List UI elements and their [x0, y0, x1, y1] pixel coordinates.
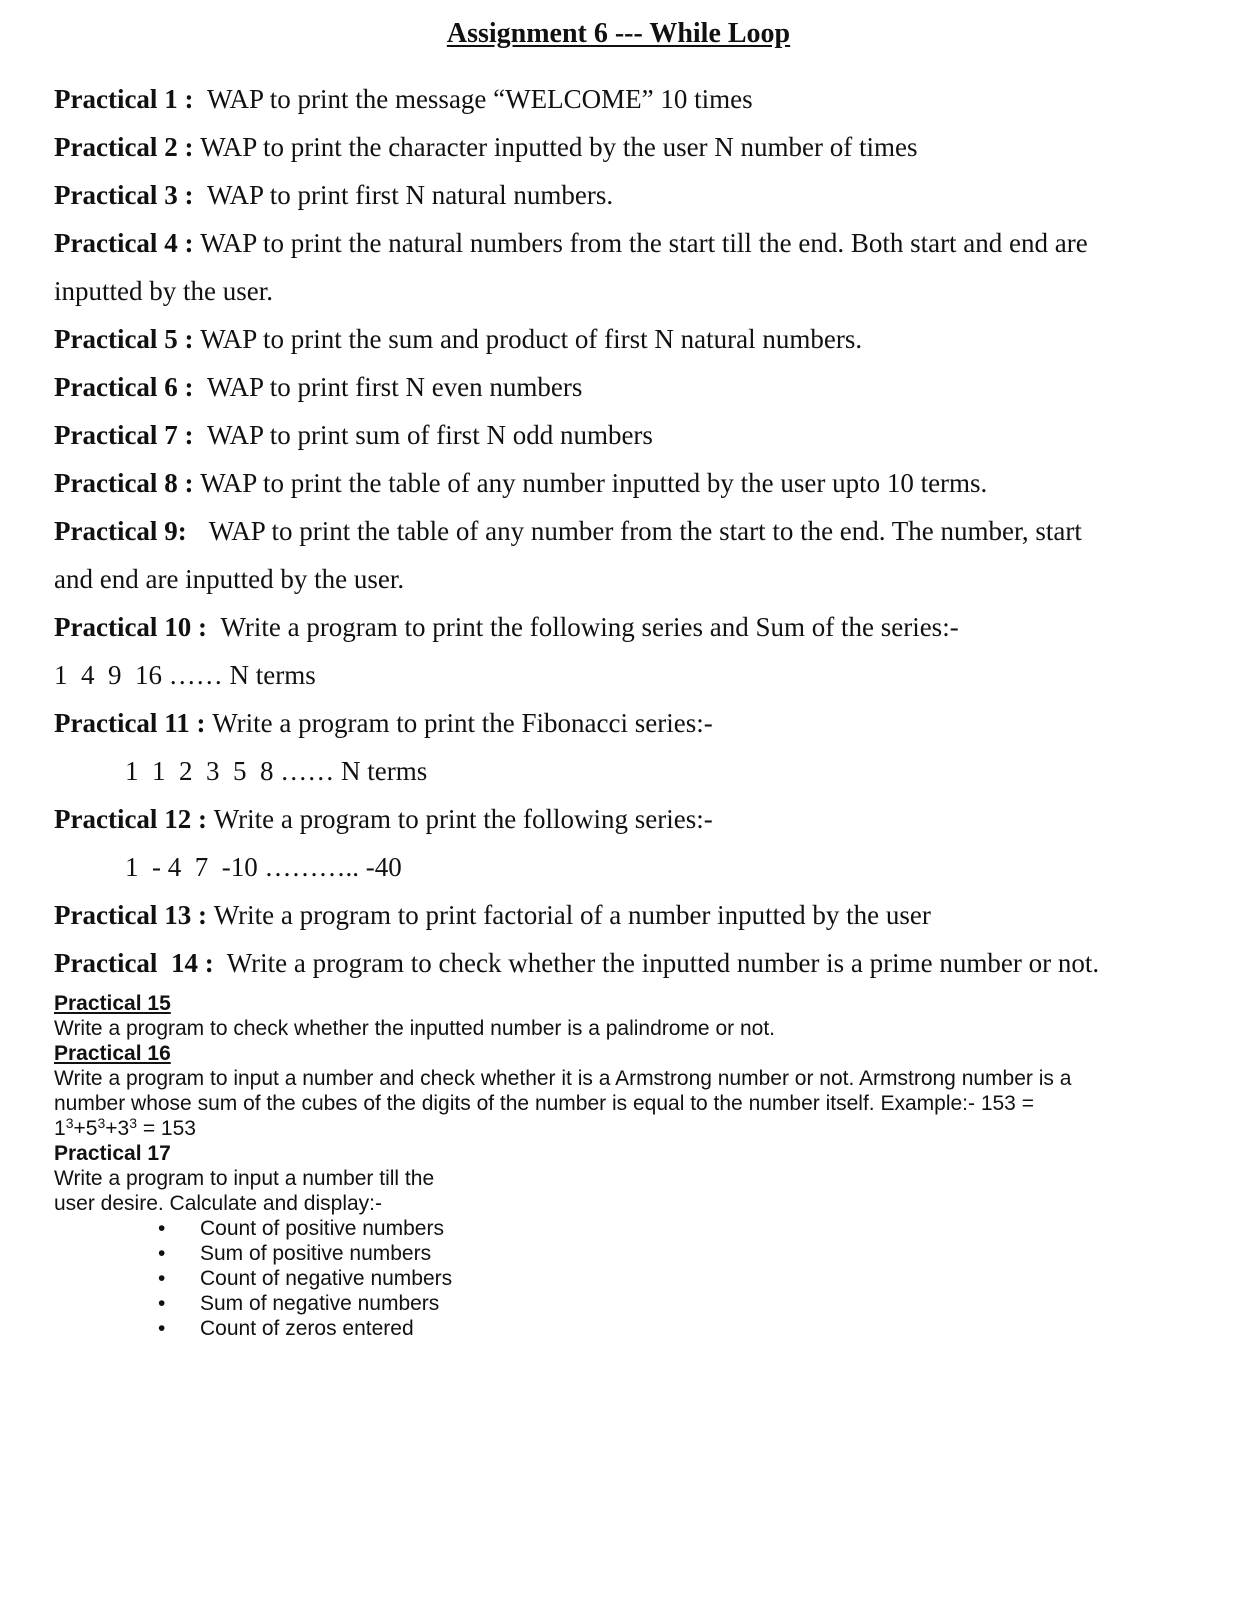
- practical-separator: :: [177, 468, 194, 498]
- practical-label: Practical 7: [54, 420, 178, 450]
- practical-separator: :: [177, 516, 187, 546]
- practical-text: WAP to print the natural numbers from the start till the end. Both start and end are: [200, 228, 1088, 258]
- bullet-icon: •: [158, 1292, 166, 1315]
- practical-17-line-1: Write a program to input a number till the: [54, 1167, 435, 1190]
- list-item: • Count of negative numbers: [158, 1267, 453, 1290]
- practical-text: WAP to print the table of any number inputted by the user upto 10 terms.: [200, 468, 988, 498]
- practical-text: Write a program to check whether the inputted number is a prime number or not.: [226, 948, 1100, 978]
- practical-label: Practical 11: [54, 708, 190, 738]
- practical-15-text: Write a program to check whether the inputted number is a palindrome or not.: [54, 1017, 775, 1040]
- practical-13: [54, 900, 931, 930]
- practical-text: WAP to print the sum and product of first N natural numbers.: [200, 324, 863, 354]
- list-item: • Sum of positive numbers: [158, 1242, 432, 1265]
- practical-text: Write a program to print the Fibonacci series:-: [212, 708, 713, 738]
- practical-text: Write a program to print the following series:-: [213, 804, 713, 834]
- practical-label: Practical 8: [54, 468, 178, 498]
- practical-text: WAP to print first N natural numbers.: [206, 180, 614, 210]
- practical-text: WAP to print the table of any number from the start to the end. The number, start: [208, 516, 1082, 546]
- practical-separator: :: [189, 708, 206, 738]
- practical-separator: :: [191, 804, 207, 834]
- practical-separator: :: [177, 420, 194, 450]
- practical-label: Practical 4: [54, 228, 178, 258]
- practical-9: [54, 516, 1082, 546]
- practical-text: Write a program to print factorial of a number inputted by the user: [213, 900, 931, 930]
- practical-label: Practical 12: [54, 804, 192, 834]
- practical-17-heading: Practical 17: [54, 1142, 171, 1165]
- practical-16-heading: Practical 16: [54, 1042, 171, 1065]
- practical-16-line-1: Write a program to input a number and check whether it is a Armstrong number or not. Armstrong number is a: [54, 1067, 1072, 1090]
- practical-separator: :: [191, 612, 207, 642]
- practical-15-heading: Practical 15: [54, 992, 171, 1015]
- practical-label: Practical 13: [54, 900, 192, 930]
- practical-11-series: 1 1 2 3 5 8 …… N terms: [125, 756, 428, 786]
- practical-2: [54, 132, 918, 162]
- practical-separator: :: [191, 900, 207, 930]
- practical-label: Practical 1: [54, 84, 178, 114]
- bullet-icon: •: [158, 1217, 166, 1240]
- practical-12: [54, 804, 713, 834]
- practical-1: [54, 84, 753, 114]
- practical-16-line-2: number whose sum of the cubes of the digits of the number is equal to the number itself. Example:- 153 =: [54, 1092, 1034, 1115]
- practical-separator: :: [177, 132, 194, 162]
- practical-14: [54, 948, 1099, 978]
- practical-9-continuation: and end are inputted by the user.: [54, 564, 405, 594]
- practical-4: [54, 228, 1088, 258]
- practical-11: [54, 708, 713, 738]
- bullet-icon: •: [158, 1267, 166, 1290]
- practical-separator: :: [197, 948, 214, 978]
- practical-10: [54, 612, 959, 642]
- page-title: Assignment 6 --- While Loop: [446, 18, 791, 49]
- practical-5: [54, 324, 862, 354]
- practical-8: [54, 468, 987, 498]
- practical-17-line-2: user desire. Calculate and display:-: [54, 1192, 383, 1215]
- practical-label: Practical 14: [54, 948, 198, 978]
- practical-16-example: $1^3+5^3+3^3 = 153$: [54, 1115, 196, 1140]
- practical-separator: :: [177, 180, 194, 210]
- bullet-icon: •: [158, 1242, 166, 1265]
- practical-text: WAP to print sum of first N odd numbers: [206, 420, 653, 450]
- list-item: • Count of zeros entered: [158, 1317, 414, 1340]
- practical-label: Practical 6: [54, 372, 178, 402]
- practical-label: Practical 2: [54, 132, 178, 162]
- practical-separator: :: [177, 228, 194, 258]
- practical-17-bullet-list: [158, 1216, 452, 1341]
- practical-label: Practical 3: [54, 180, 178, 210]
- practical-4-continuation: inputted by the user.: [54, 276, 273, 306]
- practical-label: Practical 9: [54, 516, 178, 546]
- practical-text: Write a program to print the following series and Sum of the series:-: [220, 612, 959, 642]
- practical-text: WAP to print the character inputted by the user N number of times: [200, 132, 918, 162]
- practical-6: [54, 372, 582, 402]
- practical-label: Practical 10: [54, 612, 192, 642]
- bullet-icon: •: [158, 1317, 166, 1340]
- list-item: • Sum of negative numbers: [158, 1292, 440, 1315]
- list-item: • Count of positive numbers: [158, 1217, 444, 1240]
- practical-text: WAP to print first N even numbers: [206, 372, 583, 402]
- practical-3: [54, 180, 613, 210]
- practical-text: WAP to print the message “WELCOME” 10 times: [206, 84, 753, 114]
- practical-separator: :: [177, 324, 194, 354]
- practical-12-series: 1 - 4 7 -10 ……….. -40: [125, 852, 402, 882]
- practical-label: Practical 5: [54, 324, 178, 354]
- practical-10-series: 1 4 9 16 …… N terms: [54, 660, 316, 690]
- practical-separator: :: [177, 372, 194, 402]
- practical-7: [54, 420, 653, 450]
- practical-separator: :: [177, 84, 194, 114]
